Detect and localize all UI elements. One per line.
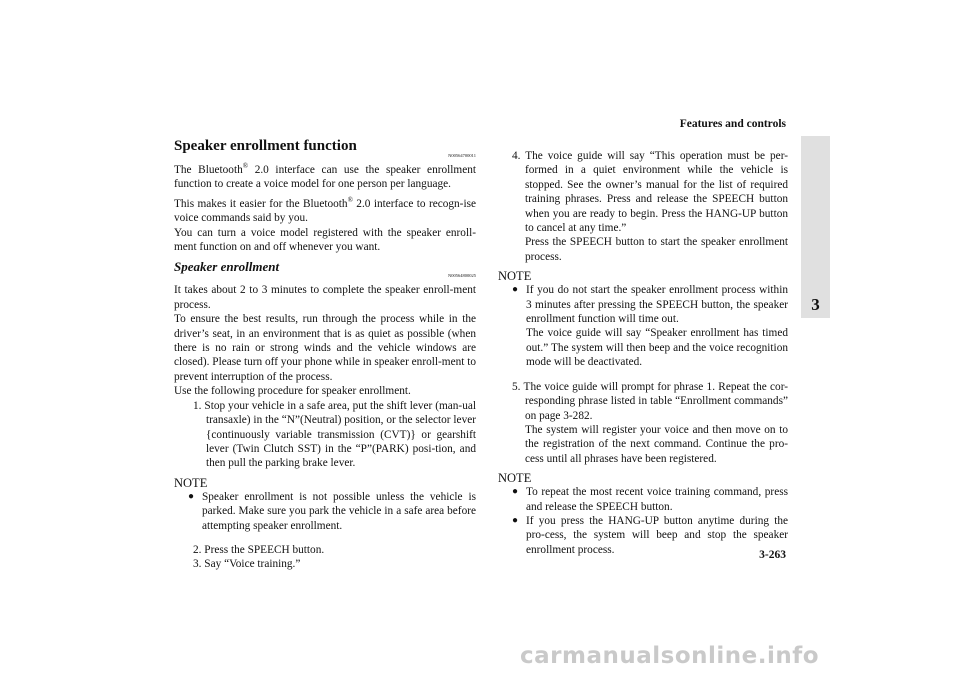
section-code: N00564700011 [448, 153, 476, 158]
procedure-step: 2. Press the SPEECH button. [193, 543, 325, 556]
procedure-step-continued: The system will register your voice and then move on to the registration of the next command. Continue the pro-cess until all phrases have been registered. [525, 423, 788, 465]
watermark: carmanualsonline.info [520, 643, 820, 669]
bullet-icon: ● [512, 514, 519, 526]
paragraph: You can turn a voice model registered with the speaker enroll-ment function on and off whenever you want. [174, 226, 476, 254]
chapter-number: 3 [811, 295, 820, 314]
paragraph: Use the following procedure for speaker enrollment. [174, 385, 411, 398]
procedure-step: 3. Say “Voice training.” [193, 558, 301, 571]
chapter-tab [801, 136, 830, 318]
note-label: NOTE [174, 475, 208, 490]
note-label: NOTE [498, 269, 532, 284]
running-header: Features and controls [679, 118, 786, 130]
note-item: ● To repeat the most recent voice training command, press and release the SPEECH button. [512, 486, 788, 513]
procedure-step: 5. The voice guide will prompt for phrase 1. Repeat the cor-responding phrase listed in table “Enrollment commands” on page 3-282. [512, 380, 788, 422]
note-item: ● Speaker enrollment is not possible unless the vehicle is parked. Make sure you park the vehicle in a safe area before attempting speaker enrollment. [188, 490, 476, 532]
note-item: ● If you do not start the speaker enrollment process within 3 minutes after pressing the SPEECH button, the speaker enrollment function will time out. The voice guide will say “Speaker enrollment has timed out.” The system will then beep and the voice recognition mode will be deactivated. [512, 284, 788, 369]
paragraph: It takes about 2 to 3 minutes to complete the speaker enroll-ment process. [174, 284, 476, 311]
page-number: 3-263 [759, 549, 786, 561]
procedure-step: 4. The voice guide will say “This operation must be per-formed in a quiet environment while the vehicle is stopped. See the owner’s manual for the list of required training phrases. Press and release the SPEECH button when you are ready to begin. Press the HANG-UP button to cancel at any time.” [512, 150, 788, 235]
bullet-icon: ● [512, 284, 519, 296]
subsection-heading: Speaker enrollment [174, 259, 280, 275]
note-label: NOTE [498, 471, 532, 486]
registered-mark: ® [242, 162, 249, 171]
right-column [498, 149, 788, 557]
left-column [174, 137, 476, 572]
paragraph: To ensure the best results, run through the process while in the driver’s seat, in an environment that is as quiet as possible (when there is no rain or strong winds and the vehicle windows are closed). Please turn off your phone while in speaker enroll-ment to prevent interruption of the process. [174, 313, 476, 383]
paragraph: This makes it easier for the Bluetooth® 2.0 interface to recogn-ise voice commands said by you. [174, 196, 476, 225]
section-heading: Speaker enrollment function [174, 138, 357, 154]
registered-mark: ® [347, 196, 353, 205]
bullet-icon: ● [188, 490, 195, 502]
bullet-icon: ● [512, 486, 519, 498]
note-item: ● If you press the HANG-UP button anytime during the pro-cess, the system will beep and stop the speaker enrollment process. [512, 514, 788, 556]
subsection-code: N00564800025 [448, 273, 476, 279]
procedure-step: 1. Stop your vehicle in a safe area, put the shift lever (man-ual transaxle) in the “N”(Neutral) position, or the selector lever {continuously variable transmission (CVT)} or gearshift lever (Twin Clutch SST) in the “P”(PARK) posi-tion, and then pull the parking brake lever. [193, 399, 476, 470]
procedure-step-continued: Press the SPEECH button to start the speaker enrollment process. [525, 236, 788, 263]
paragraph: The Bluetooth® 2.0 interface can use the speaker enrollment function to create a voice model for one person per language. [174, 162, 476, 191]
